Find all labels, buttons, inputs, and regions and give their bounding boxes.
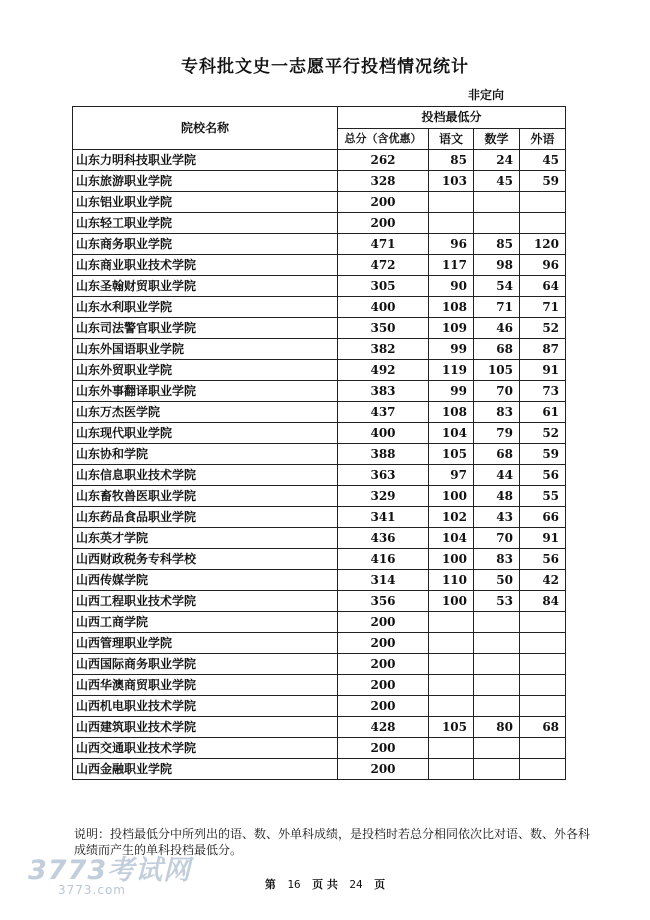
- table-row: [73, 570, 566, 591]
- math-score-cell: 48: [474, 486, 520, 507]
- table-row: [73, 150, 566, 171]
- score-table: [72, 106, 566, 780]
- school-name-cell: 山东药品食品职业学院: [73, 507, 338, 528]
- school-name-cell: 山西建筑职业技术学院: [73, 717, 338, 738]
- math-score-cell: 70: [474, 528, 520, 549]
- total-score-cell: 436: [338, 528, 429, 549]
- total-score-cell: 200: [338, 675, 429, 696]
- table-row: [73, 276, 566, 297]
- footer-middle: 页 共: [312, 878, 338, 891]
- total-score-cell: 382: [338, 339, 429, 360]
- math-score-cell: 46: [474, 318, 520, 339]
- math-score-cell: [474, 759, 520, 780]
- table-row: [73, 297, 566, 318]
- english-score-cell: [520, 759, 566, 780]
- school-name-cell: 山东商务职业学院: [73, 234, 338, 255]
- total-score-cell: 328: [338, 171, 429, 192]
- table-row: [73, 192, 566, 213]
- english-score-cell: 59: [520, 171, 566, 192]
- school-name-cell: 山西财政税务专科学校: [73, 549, 338, 570]
- english-score-cell: 68: [520, 717, 566, 738]
- school-name-cell: 山东铝业职业学院: [73, 192, 338, 213]
- english-score-cell: [520, 738, 566, 759]
- page-number-current: 16: [287, 878, 301, 891]
- math-score-cell: [474, 675, 520, 696]
- english-score-cell: [520, 654, 566, 675]
- chinese-score-cell: [429, 192, 474, 213]
- chinese-score-cell: [429, 633, 474, 654]
- chinese-score-cell: 104: [429, 528, 474, 549]
- table-row: [73, 591, 566, 612]
- page-footer: [0, 876, 650, 892]
- chinese-score-cell: 117: [429, 255, 474, 276]
- chinese-score-cell: 100: [429, 549, 474, 570]
- english-score-cell: 42: [520, 570, 566, 591]
- total-score-cell: 472: [338, 255, 429, 276]
- school-name-cell: 山西交通职业技术学院: [73, 738, 338, 759]
- footer-prefix: 第: [264, 878, 276, 891]
- math-score-cell: 98: [474, 255, 520, 276]
- total-score-cell: 200: [338, 759, 429, 780]
- table-row: [73, 675, 566, 696]
- chinese-score-cell: [429, 654, 474, 675]
- english-score-cell: [520, 213, 566, 234]
- chinese-score-cell: 108: [429, 402, 474, 423]
- table-row: [73, 549, 566, 570]
- total-score-cell: 416: [338, 549, 429, 570]
- table-row: [73, 528, 566, 549]
- english-score-cell: 91: [520, 360, 566, 381]
- math-score-cell: 85: [474, 234, 520, 255]
- table-row: [73, 213, 566, 234]
- math-score-cell: 43: [474, 507, 520, 528]
- total-score-cell: 200: [338, 654, 429, 675]
- school-name-cell: 山东外贸职业学院: [73, 360, 338, 381]
- math-score-cell: [474, 738, 520, 759]
- english-score-cell: 84: [520, 591, 566, 612]
- math-score-cell: [474, 633, 520, 654]
- school-name-cell: 山东外事翻译职业学院: [73, 381, 338, 402]
- school-name-cell: 山东外国语职业学院: [73, 339, 338, 360]
- school-name-cell: 山东旅游职业学院: [73, 171, 338, 192]
- english-score-cell: 64: [520, 276, 566, 297]
- table-row: [73, 381, 566, 402]
- header-row-1: [73, 107, 566, 129]
- math-score-cell: 71: [474, 297, 520, 318]
- school-name-cell: 山东现代职业学院: [73, 423, 338, 444]
- english-score-cell: [520, 612, 566, 633]
- header-english: 外语: [520, 128, 566, 150]
- math-score-cell: [474, 612, 520, 633]
- school-name-cell: 山东力明科技职业学院: [73, 150, 338, 171]
- english-score-cell: 120: [520, 234, 566, 255]
- note-text: 说明：投档最低分中所列出的语、数、外单科成绩，是投档时若总分相同依次比对语、数、外各科成绩而产生的单科投档最低分。: [74, 827, 591, 857]
- page-title: 专科批文史一志愿平行投档情况统计: [181, 57, 469, 77]
- school-name-cell: 山西华澳商贸职业学院: [73, 675, 338, 696]
- chinese-score-cell: [429, 213, 474, 234]
- english-score-cell: 91: [520, 528, 566, 549]
- chinese-score-cell: [429, 612, 474, 633]
- total-score-cell: 356: [338, 591, 429, 612]
- total-score-cell: 200: [338, 738, 429, 759]
- total-score-cell: 428: [338, 717, 429, 738]
- chinese-score-cell: 119: [429, 360, 474, 381]
- total-score-cell: 200: [338, 612, 429, 633]
- math-score-cell: 83: [474, 549, 520, 570]
- math-score-cell: 79: [474, 423, 520, 444]
- english-score-cell: 66: [520, 507, 566, 528]
- chinese-score-cell: 104: [429, 423, 474, 444]
- chinese-score-cell: 97: [429, 465, 474, 486]
- english-score-cell: 52: [520, 318, 566, 339]
- total-score-cell: 388: [338, 444, 429, 465]
- english-score-cell: 73: [520, 381, 566, 402]
- total-score-cell: 341: [338, 507, 429, 528]
- school-name-cell: 山东司法警官职业学院: [73, 318, 338, 339]
- math-score-cell: 83: [474, 402, 520, 423]
- chinese-score-cell: 99: [429, 339, 474, 360]
- table-row: [73, 507, 566, 528]
- table-row: [73, 234, 566, 255]
- table-row: [73, 339, 566, 360]
- chinese-score-cell: 85: [429, 150, 474, 171]
- total-score-cell: 363: [338, 465, 429, 486]
- english-score-cell: 87: [520, 339, 566, 360]
- header-school: 院校名称: [73, 107, 338, 150]
- school-name-cell: 山东信息职业技术学院: [73, 465, 338, 486]
- total-score-cell: 383: [338, 381, 429, 402]
- math-score-cell: 24: [474, 150, 520, 171]
- table-row: [73, 696, 566, 717]
- chinese-score-cell: 102: [429, 507, 474, 528]
- footer-suffix: 页: [374, 878, 386, 891]
- math-score-cell: [474, 696, 520, 717]
- chinese-score-cell: 105: [429, 444, 474, 465]
- table-row: [73, 444, 566, 465]
- chinese-score-cell: 100: [429, 591, 474, 612]
- math-score-cell: 44: [474, 465, 520, 486]
- english-score-cell: 96: [520, 255, 566, 276]
- chinese-score-cell: 96: [429, 234, 474, 255]
- school-name-cell: 山东圣翰财贸职业学院: [73, 276, 338, 297]
- english-score-cell: [520, 675, 566, 696]
- chinese-score-cell: 105: [429, 717, 474, 738]
- total-score-cell: 314: [338, 570, 429, 591]
- table-row: [73, 465, 566, 486]
- english-score-cell: 45: [520, 150, 566, 171]
- table-row: [73, 759, 566, 780]
- total-score-cell: 329: [338, 486, 429, 507]
- total-score-cell: 305: [338, 276, 429, 297]
- table-row: [73, 360, 566, 381]
- table-row: [73, 738, 566, 759]
- math-score-cell: 53: [474, 591, 520, 612]
- school-name-cell: 山西金融职业学院: [73, 759, 338, 780]
- school-name-cell: 山东轻工职业学院: [73, 213, 338, 234]
- table-row: [73, 654, 566, 675]
- table-row: [73, 402, 566, 423]
- chinese-score-cell: [429, 696, 474, 717]
- total-score-cell: 400: [338, 423, 429, 444]
- school-name-cell: 山西工商学院: [73, 612, 338, 633]
- chinese-score-cell: [429, 759, 474, 780]
- table-row: [73, 717, 566, 738]
- math-score-cell: [474, 654, 520, 675]
- english-score-cell: [520, 192, 566, 213]
- chinese-score-cell: [429, 738, 474, 759]
- english-score-cell: 59: [520, 444, 566, 465]
- school-name-cell: 山西工程职业技术学院: [73, 591, 338, 612]
- watermark-logo: 3773考试网: [28, 855, 192, 886]
- header-chinese: 语文: [429, 128, 474, 150]
- school-name-cell: 山东万杰医学院: [73, 402, 338, 423]
- school-name-cell: 山西传媒学院: [73, 570, 338, 591]
- english-score-cell: [520, 633, 566, 654]
- school-name-cell: 山西管理职业学院: [73, 633, 338, 654]
- english-score-cell: 71: [520, 297, 566, 318]
- watermark-url: 3773.com: [58, 883, 126, 897]
- total-score-cell: 262: [338, 150, 429, 171]
- math-score-cell: 105: [474, 360, 520, 381]
- total-score-cell: 437: [338, 402, 429, 423]
- total-score-cell: 200: [338, 192, 429, 213]
- score-table-body: [73, 150, 566, 780]
- table-row: [73, 633, 566, 654]
- total-score-cell: 200: [338, 696, 429, 717]
- school-name-cell: 山东英才学院: [73, 528, 338, 549]
- table-row: [73, 423, 566, 444]
- school-name-cell: 山东商业职业技术学院: [73, 255, 338, 276]
- math-score-cell: 54: [474, 276, 520, 297]
- math-score-cell: [474, 213, 520, 234]
- table-row: [73, 318, 566, 339]
- english-score-cell: 56: [520, 549, 566, 570]
- english-score-cell: 56: [520, 465, 566, 486]
- math-score-cell: 68: [474, 444, 520, 465]
- math-score-cell: 70: [474, 381, 520, 402]
- math-score-cell: 50: [474, 570, 520, 591]
- chinese-score-cell: 100: [429, 486, 474, 507]
- table-row: [73, 486, 566, 507]
- page-number-total: 24: [349, 878, 363, 891]
- table-row: [73, 255, 566, 276]
- school-name-cell: 山东畜牧兽医职业学院: [73, 486, 338, 507]
- math-score-cell: 68: [474, 339, 520, 360]
- school-name-cell: 山西机电职业技术学院: [73, 696, 338, 717]
- chinese-score-cell: 108: [429, 297, 474, 318]
- school-name-cell: 山东水利职业学院: [73, 297, 338, 318]
- total-score-cell: 492: [338, 360, 429, 381]
- total-score-cell: 350: [338, 318, 429, 339]
- total-score-cell: 200: [338, 633, 429, 654]
- header-total: 总分（含优惠）: [338, 128, 429, 150]
- school-name-cell: 山东协和学院: [73, 444, 338, 465]
- math-score-cell: 45: [474, 171, 520, 192]
- table-row: [73, 612, 566, 633]
- total-score-cell: 400: [338, 297, 429, 318]
- english-score-cell: 61: [520, 402, 566, 423]
- school-name-cell: 山西国际商务职业学院: [73, 654, 338, 675]
- chinese-score-cell: 103: [429, 171, 474, 192]
- header-min-score: 投档最低分: [338, 107, 566, 129]
- english-score-cell: [520, 696, 566, 717]
- chinese-score-cell: 110: [429, 570, 474, 591]
- english-score-cell: 52: [520, 423, 566, 444]
- category-label: 非定向: [468, 88, 505, 102]
- math-score-cell: 80: [474, 717, 520, 738]
- chinese-score-cell: 99: [429, 381, 474, 402]
- table-row: [73, 171, 566, 192]
- total-score-cell: 200: [338, 213, 429, 234]
- chinese-score-cell: 109: [429, 318, 474, 339]
- chinese-score-cell: [429, 675, 474, 696]
- english-score-cell: 55: [520, 486, 566, 507]
- total-score-cell: 471: [338, 234, 429, 255]
- chinese-score-cell: 90: [429, 276, 474, 297]
- math-score-cell: [474, 192, 520, 213]
- header-math: 数学: [474, 128, 520, 150]
